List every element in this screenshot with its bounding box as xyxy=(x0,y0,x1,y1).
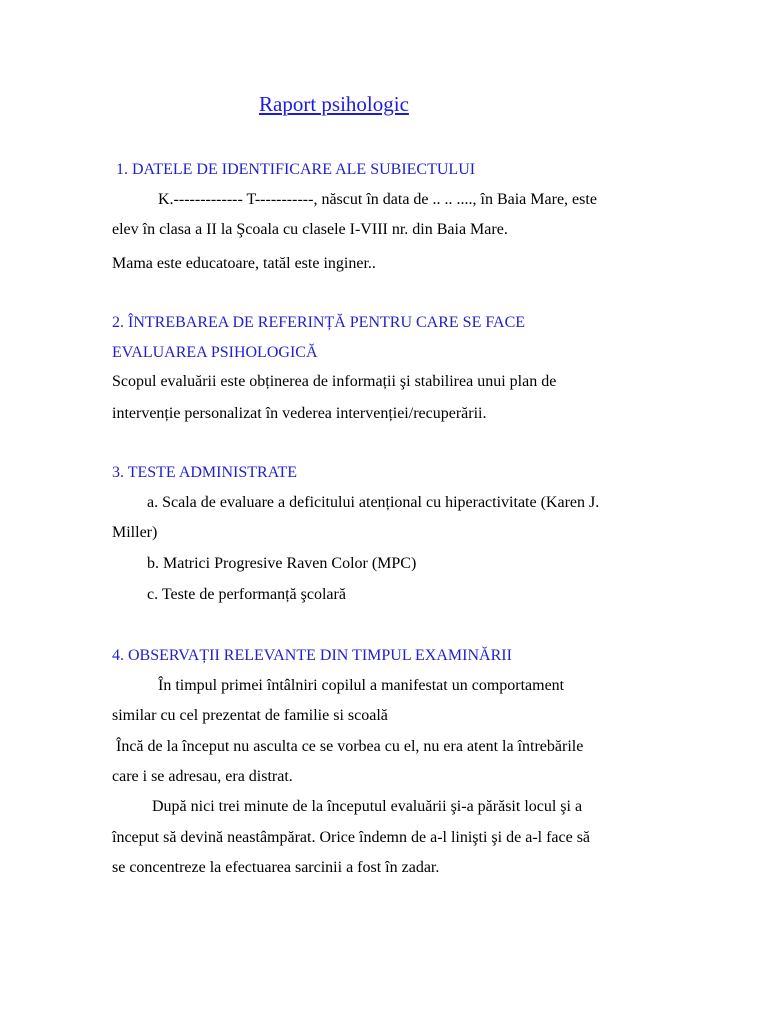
section-2-heading-line-1: 2. ÎNTREBAREA DE REFERINȚĂ PENTRU CARE SE FACE xyxy=(112,314,526,331)
section-1-line-2: elev în clasa a II la Şcoala cu clasele I-VIII nr. din Baia Mare. xyxy=(112,221,508,238)
section-1-heading: 1. DATELE DE IDENTIFICARE ALE SUBIECTULUI xyxy=(116,161,476,178)
section-4-heading: 4. OBSERVAȚII RELEVANTE DIN TIMPUL EXAMINĂRII xyxy=(112,647,512,664)
section-4-line-1: În timpul primei întâlniri copilul a manifestat un comportament xyxy=(158,677,565,694)
section-4-line-6: început să devină neastâmpărat. Orice îndemn de a-l linişti şi de a-l face să xyxy=(112,829,591,846)
section-4-line-4: care i se adresau, era distrat. xyxy=(112,768,293,785)
section-3-item-b: b. Matrici Progresive Raven Color (MPC) xyxy=(147,555,417,572)
section-4-line-2: similar cu cel prezentat de familie si scoală xyxy=(112,707,388,724)
section-2-heading-line-2: EVALUAREA PSIHOLOGICĂ xyxy=(112,344,318,361)
section-4-line-5: După nici trei minute de la începutul evaluării şi-a părăsit locul şi a xyxy=(152,798,583,815)
section-2-line-1: Scopul evaluării este obținerea de informații şi stabilirea unui plan de xyxy=(112,373,557,390)
section-3-heading: 3. TESTE ADMINISTRATE xyxy=(112,464,298,481)
section-3-item-a-continued: Miller) xyxy=(112,524,158,541)
section-3-item-c: c. Teste de performanță şcolară xyxy=(147,586,346,603)
section-1-line-1: K.------------- T-----------, născut în data de .. .. ...., în Baia Mare, este xyxy=(158,191,597,208)
section-4-line-3: Încă de la început nu asculta ce se vorbea cu el, nu era atent la întrebările xyxy=(116,738,584,755)
document-title: Raport psihologic xyxy=(259,92,409,116)
section-3-item-a: a. Scala de evaluare a deficitului atențional cu hiperactivitate (Karen J. xyxy=(147,494,600,511)
section-1-line-3: Mama este educatoare, tatăl este inginer.. xyxy=(112,255,376,272)
section-2-line-2: intervenție personalizat în vederea intervenției/recuperării. xyxy=(112,405,487,422)
section-4-line-7: se concentreze la efectuarea sarcinii a fost în zadar. xyxy=(112,859,440,876)
